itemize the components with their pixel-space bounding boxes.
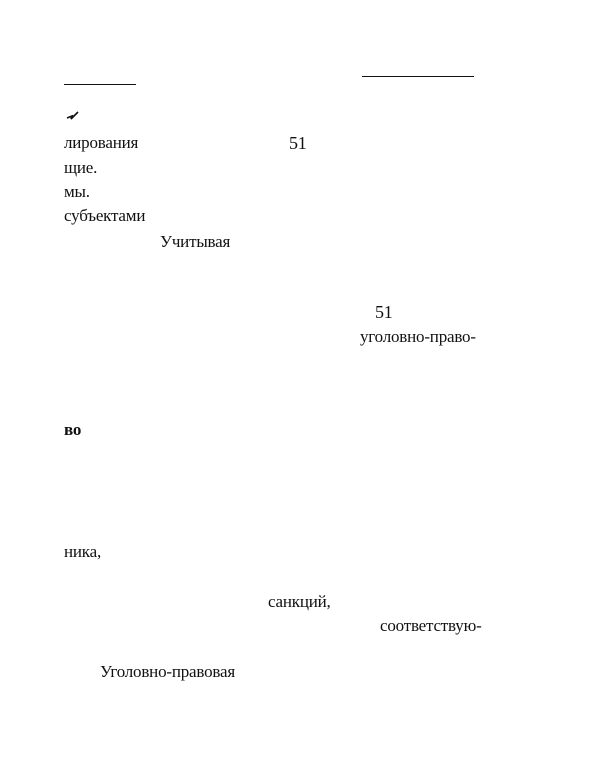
text-fragment-13: Уголовно-правовая xyxy=(100,662,235,681)
top-left-rule xyxy=(64,84,136,85)
text-fragment-9: во xyxy=(64,420,82,439)
text-fragment-12: соответствую- xyxy=(380,616,482,635)
text-fragment-10: ника, xyxy=(64,542,101,561)
page-ref-number-1: 51 xyxy=(289,133,307,153)
text-fragment-2: щие. xyxy=(64,158,98,177)
ink-mark-icon xyxy=(66,110,80,120)
text-fragment-11: санкций, xyxy=(268,592,331,611)
text-fragment-1: лирования xyxy=(64,133,139,152)
text-fragment-5: Учитывая xyxy=(160,232,231,251)
text-fragment-3: мы. xyxy=(64,182,90,201)
page-ref-number-2: 51 xyxy=(375,302,393,322)
top-right-rule xyxy=(362,76,474,77)
text-fragment-4: субъектами xyxy=(64,206,146,225)
text-fragment-8: уголовно-право- xyxy=(360,327,476,346)
